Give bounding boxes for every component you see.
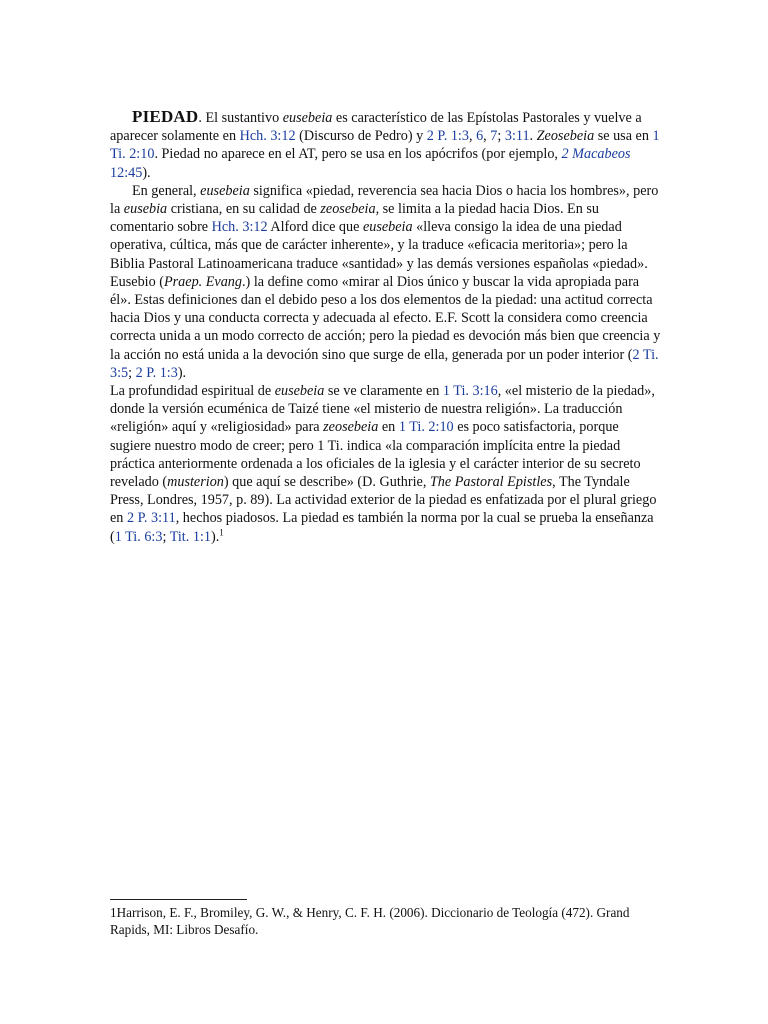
text: . Piedad no aparece en el AT, pero se usa en los apócrifos (por ejemplo, <box>154 146 562 163</box>
greek-term: eusebia <box>123 201 168 218</box>
text: .) la define como «mirar al Dios único y buscar la vida apropiada para él». Estas definiciones dan el debido peso a los dos elementos de la piedad: una actitud correcta hacia Dios y una conducta correcta y adecuada al efecto. E.F. Scott la considera como creencia correcta unida a un modo correcto de acción; pero la piedad es devoción más bien que creencia y la acción no está unida a la devoción sino que surge de ella, generada por un poder interior ( <box>110 273 661 363</box>
greek-term: Zeosebeia <box>536 128 595 145</box>
greek-term: zeosebeia <box>320 201 376 218</box>
greek-term: zeosebeia <box>323 419 379 436</box>
text: es poco satisfactoria, porque sugiere nuestro modo de creer; pero 1 Ti. indica «la comparación implícita entre la piedad práctica anteriormente ordenada a los oficiales de la iglesia y el carácter interior de su secreto revelado ( <box>110 419 641 491</box>
text: se ve claramente en <box>324 383 443 400</box>
scripture-link[interactable]: 2 P. 3:11 <box>126 510 176 527</box>
text: ; <box>497 128 505 145</box>
scripture-link[interactable]: Tit. 1:1 <box>169 528 211 545</box>
scripture-link[interactable]: 1 Ti. 2:10 <box>398 419 454 436</box>
scripture-link[interactable]: 6 <box>476 128 484 145</box>
text: , The Tyndale Press, Londres, 1957, p. 89). La actividad exterior de la piedad es enfatizada por el plural griego en <box>110 474 657 527</box>
paragraph-2 <box>110 182 662 382</box>
work-title: The Pastoral Epistles <box>429 474 553 491</box>
text: Alford dice que <box>267 219 363 236</box>
paragraph-1 <box>110 108 662 182</box>
scripture-link[interactable]: 2 Ti. 3:5 <box>110 346 659 381</box>
text: La profundidad espiritual de <box>110 383 275 400</box>
text: significa «piedad, reverencia sea hacia Dios o hacia los hombres», pero la <box>110 182 659 218</box>
scripture-link[interactable]: 2 P. 1:3 <box>426 128 469 145</box>
footnote-text: Harrison, E. F., Bromiley, G. W., & Henry, C. F. H. (2006). Diccionario de Teología (472). Grand Rapids, MI: Libros Desafío. <box>110 905 630 937</box>
text: . El sustantivo <box>198 110 283 126</box>
greek-term: eusebeia <box>200 182 250 199</box>
text: ; <box>162 528 170 545</box>
scripture-link[interactable]: 7 <box>490 128 498 145</box>
greek-term: eusebeia <box>274 383 325 400</box>
text: ). <box>142 164 151 181</box>
footnote <box>110 905 662 938</box>
work-title: Praep. Evang <box>163 273 242 290</box>
greek-term: eusebeia <box>362 219 413 236</box>
paragraph-3 <box>110 382 662 546</box>
scripture-link[interactable]: 2 Macabeos <box>561 146 631 163</box>
scripture-link[interactable]: 1 Ti. 2:10 <box>110 128 660 163</box>
greek-term: musterion <box>167 474 224 491</box>
text: . <box>529 128 537 145</box>
text: ). <box>210 528 220 545</box>
text: , hechos piadosos. La piedad es también la norma por la cual se prueba la enseñanza ( <box>110 510 654 545</box>
scripture-link[interactable]: Hch. 3:12 <box>239 128 296 145</box>
text: (Discurso de Pedro) y <box>295 128 427 145</box>
greek-term: eusebeia <box>282 110 333 126</box>
scripture-link[interactable]: 3:11 <box>504 128 530 145</box>
text: ; <box>128 364 136 381</box>
footnote-number: 1 <box>110 905 117 920</box>
text: se usa en <box>594 128 653 145</box>
scripture-link[interactable]: 1 Ti. 6:3 <box>114 528 163 545</box>
text: , <box>483 128 491 145</box>
text: es característico de las Epístolas Pastorales y vuelve a aparecer solamente en <box>110 110 642 145</box>
text: en <box>378 419 399 436</box>
headword: PIEDAD <box>132 107 199 126</box>
scripture-link[interactable]: 2 P. 1:3 <box>135 364 178 381</box>
scripture-link[interactable]: 12:45 <box>110 164 143 181</box>
footnote-marker[interactable]: 1 <box>219 526 224 537</box>
text: ). <box>177 364 187 381</box>
text: , «el misterio de la piedad», donde la versión ecuménica de Taizé tiene «el misterio de nuestra religión». La traducción «religión» aquí y «religiosidad» para <box>110 383 655 436</box>
text: , se limita a la piedad hacia Dios. En su comentario sobre <box>110 201 599 236</box>
scripture-link[interactable]: Hch. 3:12 <box>211 219 268 236</box>
text: En general, <box>132 182 201 199</box>
text: , <box>468 128 477 145</box>
text: ) que aquí se describe» (D. Guthrie, <box>223 474 430 491</box>
text: cristiana, en su calidad de <box>167 201 321 218</box>
footnote-separator <box>110 899 247 900</box>
scripture-link[interactable]: 1 Ti. 3:16 <box>442 383 498 400</box>
text: «lleva consigo la idea de una piedad operativa, cúltica, más que de carácter inherente», y la traduce «eficacia meritoria»; pero la Biblia Pastoral Latinoamericana traduce «santidad» y las demás versiones españolas «piedad». Eusebio ( <box>110 219 648 290</box>
article-body <box>110 108 662 546</box>
